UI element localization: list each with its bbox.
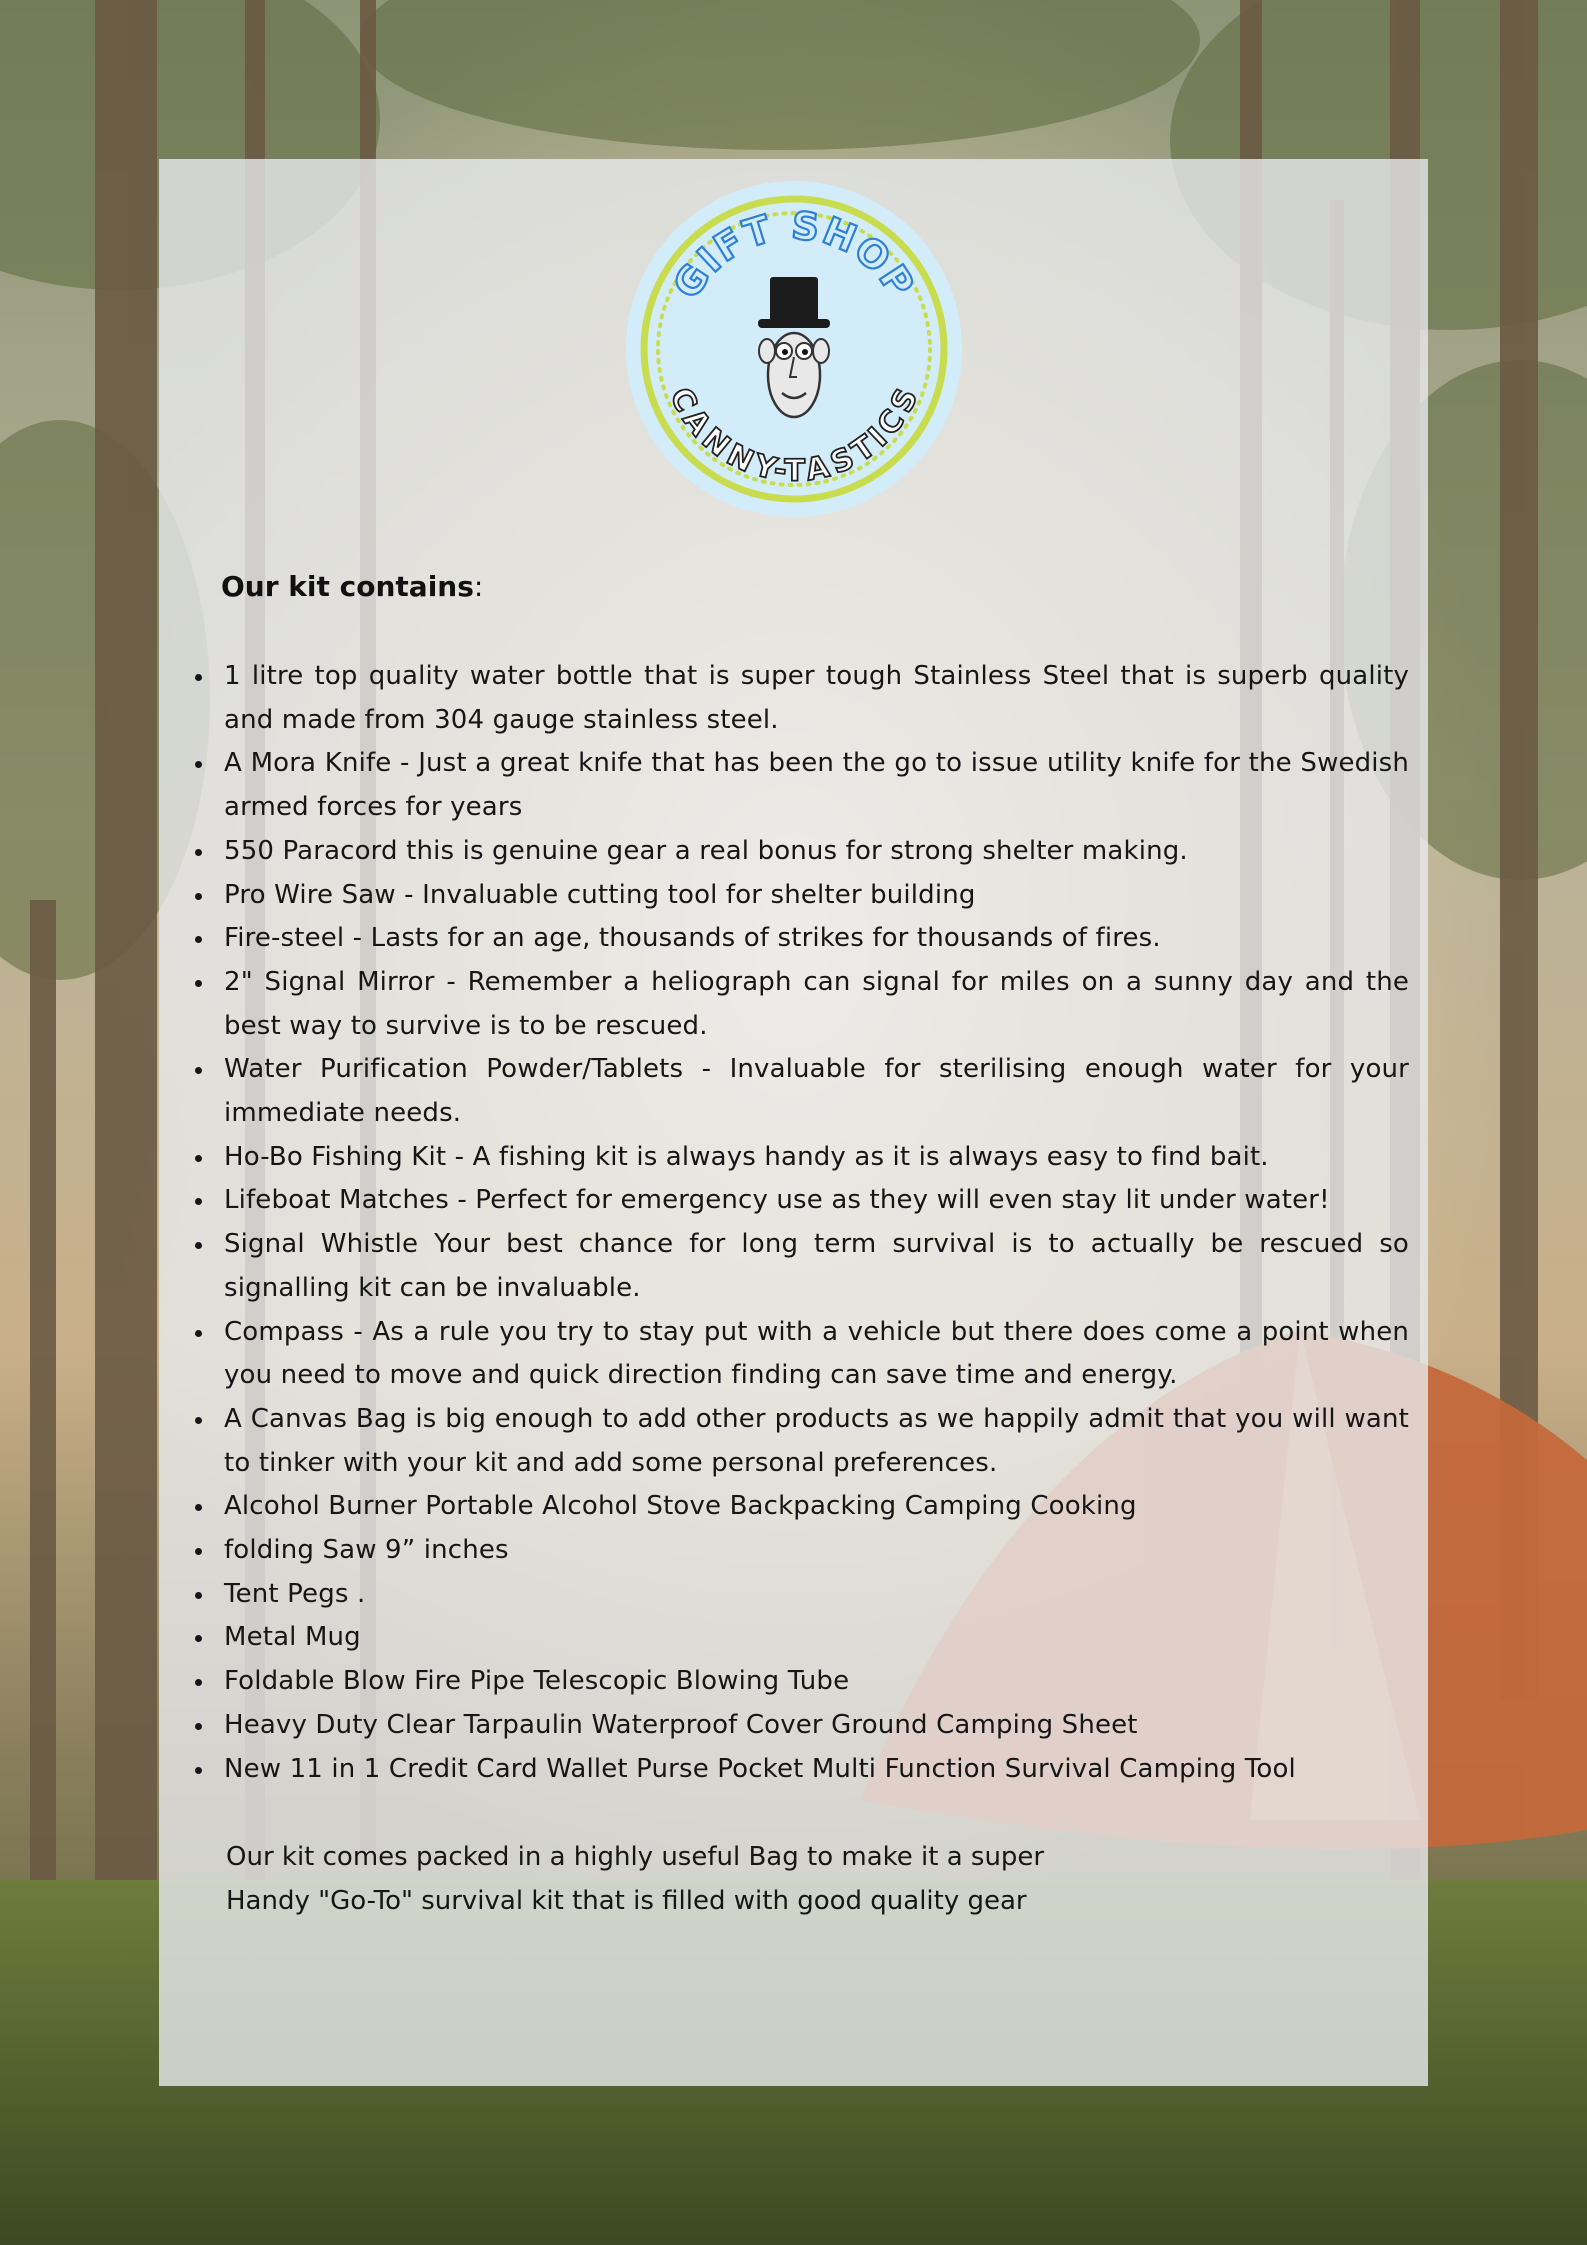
outro-line-2: Handy "Go-To" survival kit that is filled with good quality gear <box>226 1886 1027 1916</box>
gift-shop-logo <box>624 179 964 519</box>
bullet-dot <box>195 980 202 987</box>
list-item <box>195 830 1409 874</box>
bullet-dot <box>195 1155 202 1162</box>
bullet-dot <box>195 674 202 681</box>
bullet-dot <box>195 1417 202 1424</box>
list-item <box>195 1660 1409 1704</box>
kit-packaging-note <box>226 1835 1326 1923</box>
bullet-dot <box>195 1067 202 1074</box>
bullet-dot <box>195 849 202 856</box>
bullet-dot <box>195 761 202 768</box>
list-item-text: Foldable Blow Fire Pipe Telescopic Blowing Tube <box>224 1666 850 1697</box>
list-item-text: New 11 in 1 Credit Card Wallet Purse Pocket Multi Function Survival Camping Tool <box>224 1753 1296 1784</box>
list-item-text: folding Saw 9” inches <box>224 1535 509 1566</box>
list-item <box>195 1223 1409 1310</box>
list-item <box>195 1704 1409 1748</box>
kit-contents-list <box>195 655 1409 1791</box>
list-item <box>195 1136 1409 1180</box>
list-item-text: Heavy Duty Clear Tarpaulin Waterproof Cover Ground Camping Sheet <box>224 1709 1138 1740</box>
list-item <box>195 1311 1409 1398</box>
list-item-text: A Canvas Bag is big enough to add other products as we happily admit that you will want to tinker with your kit and add some personal preferences. <box>224 1403 1409 1478</box>
list-item-text: Metal Mug <box>224 1622 361 1653</box>
bullet-dot <box>195 1723 202 1730</box>
bullet-dot <box>195 1767 202 1774</box>
list-item-text: 550 Paracord this is genuine gear a real bonus for strong shelter making. <box>224 835 1188 866</box>
bullet-dot <box>195 1679 202 1686</box>
list-item <box>195 917 1409 961</box>
kit-contents-heading <box>221 567 483 607</box>
outro-line-1: Our kit comes packed in a highly useful Bag to make it a super <box>226 1842 1045 1872</box>
list-item <box>195 1573 1409 1617</box>
list-item-text: Signal Whistle Your best chance for long term survival is to actually be rescued so signalling kit can be invaluable. <box>224 1229 1409 1303</box>
list-item <box>195 874 1409 918</box>
bullet-dot <box>195 936 202 943</box>
list-item-text: Compass - As a rule you try to stay put with a vehicle but there does come a point when you need to move and quick direction finding can save time and energy. <box>224 1316 1409 1391</box>
list-item-text: 2" Signal Mirror - Remember a heliograph can signal for miles on a sunny day and the best way to survive is to be rescued. <box>224 966 1409 1041</box>
list-item <box>195 961 1409 1048</box>
bullet-dot <box>195 1198 202 1205</box>
bullet-dot <box>195 893 202 900</box>
list-item-text: A Mora Knife - Just a great knife that has been the go to issue utility knife for the Swedish armed forces for years <box>224 748 1409 823</box>
bullet-dot <box>195 1592 202 1599</box>
logo-bottom-text: CANNY-TASTICS <box>662 382 926 489</box>
list-item-text: Pro Wire Saw - Invaluable cutting tool for shelter building <box>224 879 976 910</box>
heading-colon: : <box>473 570 484 603</box>
list-item <box>195 1529 1409 1573</box>
bullet-dot <box>195 1548 202 1555</box>
list-item-text: Ho-Bo Fishing Kit - A fishing kit is always handy as it is always easy to find bait. <box>224 1141 1269 1172</box>
list-item-text: Tent Pegs . <box>224 1578 366 1609</box>
list-item-text: Lifeboat Matches - Perfect for emergency use as they will even stay lit under water! <box>224 1185 1330 1216</box>
list-item <box>195 1398 1409 1485</box>
list-item <box>195 1485 1409 1529</box>
heading-bold-text: Our kit contains <box>221 570 474 603</box>
bullet-dot <box>195 1635 202 1642</box>
bullet-dot <box>195 1242 202 1249</box>
bullet-dot <box>195 1330 202 1337</box>
list-item-text: Water Purification Powder/Tablets - Invaluable for sterilising enough water for your immediate needs. <box>224 1054 1409 1129</box>
list-item-text: Fire-steel - Lasts for an age, thousands of strikes for thousands of fires. <box>224 923 1161 954</box>
logo-top-text: GIFT SHOP <box>664 203 924 307</box>
list-item <box>195 1616 1409 1660</box>
list-item-text: 1 litre top quality water bottle that is super tough Stainless Steel that is superb quality and made from 304 gauge stainless steel. <box>224 661 1409 735</box>
list-item <box>195 1179 1409 1223</box>
content-panel <box>159 159 1428 2086</box>
list-item-text: Alcohol Burner Portable Alcohol Stove Backpacking Camping Cooking <box>224 1491 1137 1522</box>
list-item <box>195 1048 1409 1135</box>
list-item <box>195 655 1409 742</box>
list-item <box>195 742 1409 829</box>
list-item <box>195 1748 1409 1792</box>
bullet-dot <box>195 1504 202 1511</box>
